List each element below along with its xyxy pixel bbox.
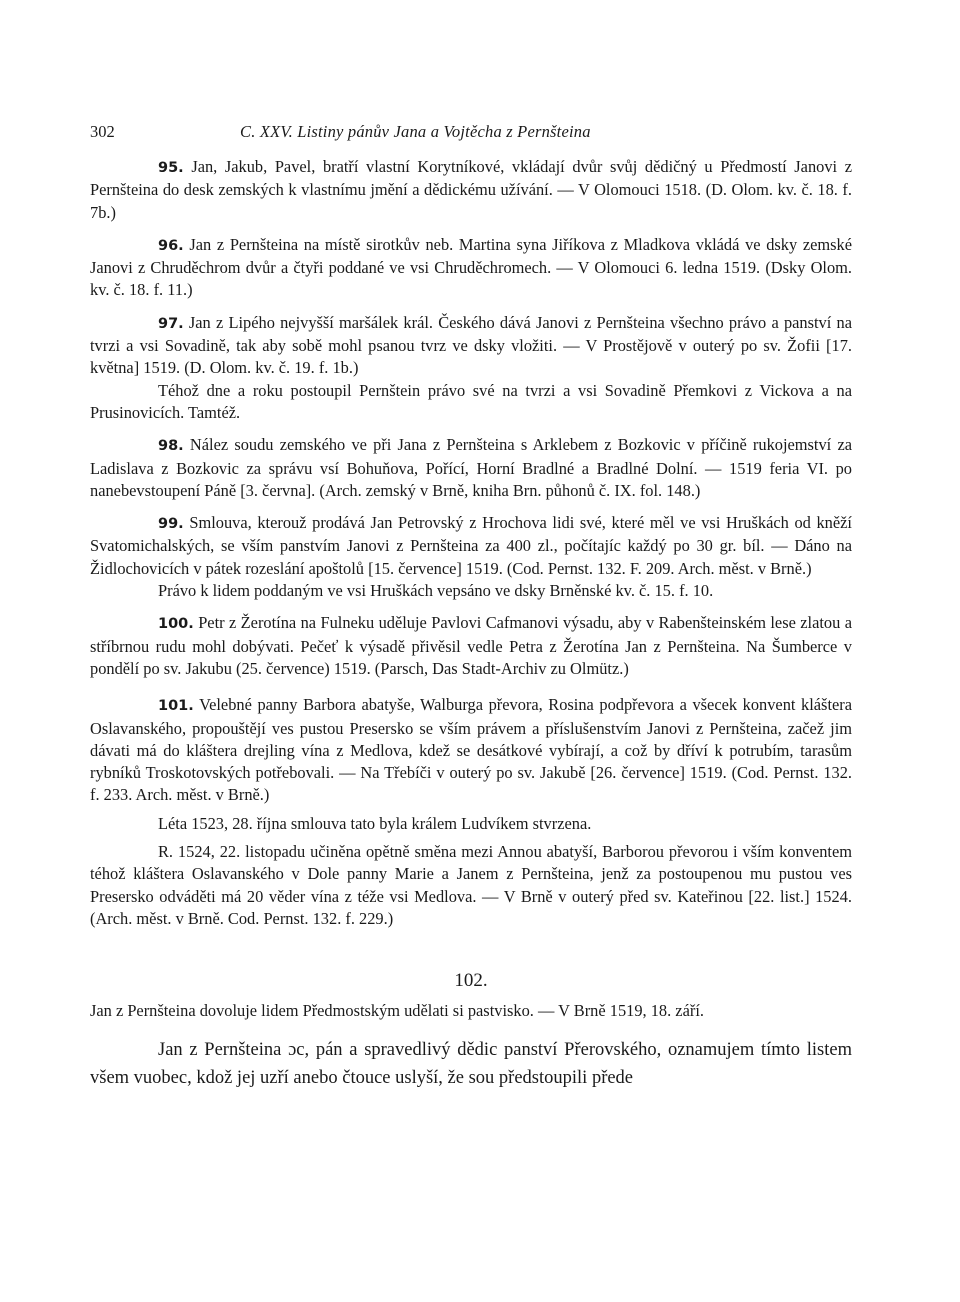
entry-number: 99. [158,516,184,533]
entry-text: Téhož dne a roku postoupil Pernštein právo své na tvrzi a vsi Sovadině Přemkovi z Vickova a na Prusinovicích. Tamtéž. [90,380,852,422]
entry-101-note-2 [90,841,852,930]
document-text: Jan z Pernšteina ɔc, pán a spravedlivý dědic panství Přerovského, oznamujem tímto listem všem vuobec, kdož jej uzří anebo čtouce uslyší, že sou předstoupili přede [90,1040,852,1089]
entry-text: Velebné panny Barbora abatyše, Walburga převora, Rosina podpřevora a všecek konvent kláštera Oslavanského, propouštějí ves pustou Presersko se vším právem a příslušenstvím Janovi z Pernšteina, začež jim dávati má do kláštera drejling vína z Medlova, kdež se desátkové vybírají, a což by dříví k potrubím, tarasům rybníků Troskotovských potřebovali. — Na Třebíči v outerý po sv. Jakubě [26. července] 1519. (Cod. Pernst. 132. f. 233. Arch. měst. v Brně.) [90,695,853,805]
running-title: C. XXV. Listiny pánův Jana a Vojtěcha z Pernšteina [240,122,591,141]
entry-text: Smlouva, kterouž prodává Jan Petrovský z Hrochova lidi své, které měl ve vsi Hruškách od kněží Svatomichalských, se vším panstvím Janovi z Pernšteina za 400 zl., počítajíc každý po 30 gr. bíl. — Dáno na Židlochovicích v pátek rozeslání apoštolů [15. července] 1519. (Cod. Pernst. 132. F. 209. Arch. měst. v Brně.) [90,513,852,578]
entry-text: Petr z Žerotína na Fulneku uděluje Pavlovi Cafmanovi výsadu, aby v Rabenšteinském lese zlatou a stříbrnou rudu mohl dobývati. Pečeť k výsadě přivěsil vedle Petra z Žerotína Jan z Pernšteina. Na Šumberce v pondělí po sv. Jakubu (25. července) 1519. (Parsch, Das Stadt-Archiv zu Olmütz.) [90,613,852,678]
entry-100 [90,612,852,680]
entry-number: 97. [158,315,184,332]
entry-text: Léta 1523, 28. října smlouva tato byla králem Ludvíkem stvrzena. [158,813,592,833]
document-page [90,122,852,1092]
entry-97 [90,312,852,380]
entry-number: 96. [158,237,184,254]
entry-95 [90,156,852,224]
entry-101-note-1 [90,813,852,835]
entry-text: Právo k lidem poddaným ve vsi Hruškách vepsáno ve dsky Brněnské kv. č. 15. f. 10. [158,581,714,601]
entry-98 [90,434,852,502]
entry-96 [90,234,852,302]
entry-97-note [90,380,852,425]
entry-number: 101. [158,698,194,715]
entry-number: 100. [158,616,194,633]
entry-text: Jan z Lipého nejvyšší maršálek král. Českého dává Janovi z Pernšteina všechno právo a panství na tvrzi a vsi Sovadině, tak aby sobě mohl psanou tvrz ve dsky vložiti. — V Prostějově v outerý po sv. Žofii [17. května] 1519. (D. Olom. kv. č. 19. f. 1b.) [90,312,852,378]
entry-text: Jan z Pernšteina na místě sirotkův neb. Martina syna Jiříkova z Mladkova vkládá ve dsky zemské Janovi z Chruděchrom dvůr a čtyři poddané ve vsi Chruděchromech. — V Olomouci 6. ledna 1519. (Dsky Olom. kv. č. 18. f. 11.) [90,234,852,300]
entry-text: Nález soudu zemského ve při Jana z Pernšteina s Arklebem z Bozkovic v příčině rukojemství za Ladislava z Bozkovic za správu vsí Bohuňova, Pořící, Horní Bradlné a Bradlné Dolní. — 1519 feria VI. po nanebevstoupení Páně [3. června]. (Arch. zemský v Brně, kniha Brn. půhonů č. IX. fol. 148.) [90,435,852,500]
entry-101 [90,694,852,806]
document-summary: Jan z Pernšteina dovoluje lidem Předmostským udělati si pastvisko. — V Brně 1519, 18. září. [90,1001,704,1021]
page-number: 302 [90,122,115,141]
page-header [90,122,852,150]
document-number: 102. [454,970,488,992]
entry-99 [90,512,852,580]
entry-99-note [90,580,852,602]
entry-number: 95. [158,160,184,176]
entry-text: Jan, Jakub, Pavel, bratří vlastní Korytníkové, vkládají dvůr svůj dědičný u Předmostí Janovi z Pernšteina do desk zemských k vlastnímu jmění a dědickému užívání. — V Olomouci 1518. (D. Olom. kv. č. 18. f. 7b.) [90,157,852,222]
entry-text: R. 1524, 22. listopadu učiněna opětně směna mezi Annou abatyší, Barborou převorou i vším konventem téhož kláštera Oslavanského v Dole panny Marie a Janem z Pernšteina, jenž za postoupenou mu pustou ves Presersko odváděti má 20 věder vína z téže vsi Medlova. — V Brně v outerý před sv. Kateřinou [22. list.] 1524. (Arch. měst. v Brně. Cod. Pernst. 132. f. 229.) [90,842,852,928]
entry-number: 98. [158,438,184,455]
